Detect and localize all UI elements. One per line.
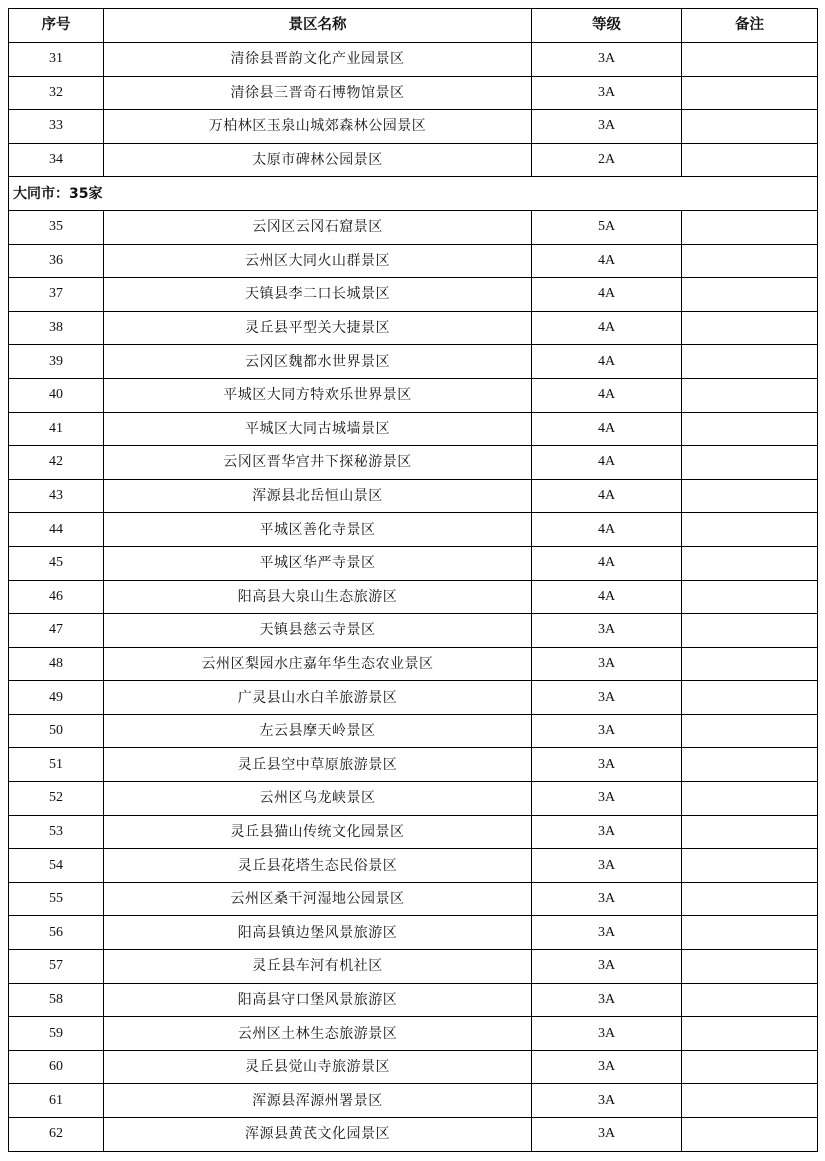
cell-grade: 3A (532, 849, 682, 883)
cell-no: 42 (9, 446, 104, 480)
cell-no: 51 (9, 748, 104, 782)
cell-name: 浑源县黄芪文化园景区 (104, 1118, 532, 1152)
cell-no: 48 (9, 647, 104, 681)
cell-no: 60 (9, 1050, 104, 1084)
cell-grade: 3A (532, 782, 682, 816)
table-row (9, 244, 818, 278)
cell-grade: 4A (532, 311, 682, 345)
cell-no: 31 (9, 43, 104, 77)
cell-grade: 3A (532, 815, 682, 849)
cell-name: 平城区华严寺景区 (104, 546, 532, 580)
cell-grade: 3A (532, 1050, 682, 1084)
cell-note (682, 345, 818, 379)
cell-note (682, 950, 818, 984)
cell-name: 云州区土林生态旅游景区 (104, 1017, 532, 1051)
cell-note (682, 580, 818, 614)
cell-no: 57 (9, 950, 104, 984)
table-row (9, 210, 818, 244)
table-body-bottom (9, 210, 818, 1151)
header-name: 景区名称 (104, 9, 532, 43)
cell-name: 浑源县浑源州署景区 (104, 1084, 532, 1118)
cell-name: 云冈区魏都水世界景区 (104, 345, 532, 379)
cell-grade: 4A (532, 446, 682, 480)
cell-grade: 4A (532, 278, 682, 312)
table-row (9, 546, 818, 580)
table-row (9, 916, 818, 950)
cell-name: 云州区梨园水庄嘉年华生态农业景区 (104, 647, 532, 681)
group-label: 大同市：35家 (9, 177, 818, 211)
table-body-top (9, 43, 818, 177)
table-row (9, 1017, 818, 1051)
cell-grade: 3A (532, 1118, 682, 1152)
cell-no: 37 (9, 278, 104, 312)
cell-note (682, 714, 818, 748)
cell-name: 阳高县大泉山生态旅游区 (104, 580, 532, 614)
cell-name: 平城区大同方特欢乐世界景区 (104, 378, 532, 412)
cell-name: 云州区大同火山群景区 (104, 244, 532, 278)
cell-grade: 3A (532, 76, 682, 110)
cell-note (682, 614, 818, 648)
cell-name: 平城区大同古城墙景区 (104, 412, 532, 446)
cell-note (682, 748, 818, 782)
cell-grade: 4A (532, 345, 682, 379)
cell-name: 灵丘县车河有机社区 (104, 950, 532, 984)
table-row (9, 345, 818, 379)
table-row (9, 580, 818, 614)
cell-name: 云冈区云冈石窟景区 (104, 210, 532, 244)
table-row (9, 1084, 818, 1118)
cell-name: 灵丘县空中草原旅游景区 (104, 748, 532, 782)
cell-no: 47 (9, 614, 104, 648)
cell-grade: 3A (532, 614, 682, 648)
cell-grade: 3A (532, 748, 682, 782)
cell-grade: 4A (532, 479, 682, 513)
cell-name: 清徐县晋韵文化产业园景区 (104, 43, 532, 77)
header-grade: 等级 (532, 9, 682, 43)
table-row (9, 1050, 818, 1084)
table-row (9, 76, 818, 110)
cell-note (682, 882, 818, 916)
table-row (9, 513, 818, 547)
cell-name: 平城区善化寺景区 (104, 513, 532, 547)
cell-no: 61 (9, 1084, 104, 1118)
cell-no: 52 (9, 782, 104, 816)
table-row (9, 1118, 818, 1152)
cell-grade: 3A (532, 916, 682, 950)
cell-grade: 4A (532, 546, 682, 580)
cell-no: 45 (9, 546, 104, 580)
table-row (9, 882, 818, 916)
table-row (9, 950, 818, 984)
cell-grade: 3A (532, 110, 682, 144)
cell-no: 54 (9, 849, 104, 883)
cell-name: 万柏林区玉泉山城郊森林公园景区 (104, 110, 532, 144)
cell-grade: 2A (532, 143, 682, 177)
cell-grade: 3A (532, 647, 682, 681)
cell-name: 灵丘县觉山寺旅游景区 (104, 1050, 532, 1084)
table-row (9, 681, 818, 715)
cell-name: 灵丘县花塔生态民俗景区 (104, 849, 532, 883)
table-row (9, 614, 818, 648)
cell-no: 46 (9, 580, 104, 614)
cell-grade: 4A (532, 513, 682, 547)
cell-note (682, 143, 818, 177)
cell-grade: 5A (532, 210, 682, 244)
cell-grade: 3A (532, 714, 682, 748)
cell-grade: 3A (532, 43, 682, 77)
cell-grade: 4A (532, 580, 682, 614)
cell-note (682, 1017, 818, 1051)
group-section (9, 177, 818, 211)
header-no: 序号 (9, 9, 104, 43)
cell-no: 49 (9, 681, 104, 715)
cell-name: 云州区乌龙峡景区 (104, 782, 532, 816)
cell-no: 40 (9, 378, 104, 412)
cell-note (682, 513, 818, 547)
cell-grade: 3A (532, 1017, 682, 1051)
table-row (9, 278, 818, 312)
cell-note (682, 782, 818, 816)
cell-name: 灵丘县平型关大捷景区 (104, 311, 532, 345)
cell-no: 39 (9, 345, 104, 379)
cell-no: 41 (9, 412, 104, 446)
cell-no: 59 (9, 1017, 104, 1051)
cell-no: 44 (9, 513, 104, 547)
cell-name: 左云县摩天岭景区 (104, 714, 532, 748)
table-row (9, 849, 818, 883)
cell-name: 灵丘县猫山传统文化园景区 (104, 815, 532, 849)
cell-grade: 3A (532, 681, 682, 715)
table-row (9, 446, 818, 480)
table-row (9, 378, 818, 412)
table-row (9, 983, 818, 1017)
cell-no: 35 (9, 210, 104, 244)
cell-name: 天镇县慈云寺景区 (104, 614, 532, 648)
cell-no: 55 (9, 882, 104, 916)
cell-no: 62 (9, 1118, 104, 1152)
table-row (9, 714, 818, 748)
cell-note (682, 1050, 818, 1084)
cell-no: 34 (9, 143, 104, 177)
cell-note (682, 815, 818, 849)
table-row (9, 43, 818, 77)
cell-no: 43 (9, 479, 104, 513)
table-row (9, 412, 818, 446)
cell-grade: 3A (532, 1084, 682, 1118)
cell-note (682, 647, 818, 681)
cell-name: 云州区桑干河湿地公园景区 (104, 882, 532, 916)
cell-grade: 4A (532, 244, 682, 278)
header-note: 备注 (682, 9, 818, 43)
cell-note (682, 681, 818, 715)
cell-name: 太原市碑林公园景区 (104, 143, 532, 177)
cell-note (682, 311, 818, 345)
cell-note (682, 849, 818, 883)
cell-note (682, 412, 818, 446)
cell-grade: 4A (532, 412, 682, 446)
cell-no: 50 (9, 714, 104, 748)
cell-no: 36 (9, 244, 104, 278)
cell-no: 58 (9, 983, 104, 1017)
table-row (9, 479, 818, 513)
table-row (9, 647, 818, 681)
cell-note (682, 244, 818, 278)
group-row (9, 177, 818, 211)
table-row (9, 143, 818, 177)
cell-grade: 4A (532, 378, 682, 412)
cell-note (682, 1118, 818, 1152)
cell-note (682, 983, 818, 1017)
scenic-spot-table (8, 8, 818, 1152)
cell-name: 阳高县守口堡风景旅游区 (104, 983, 532, 1017)
cell-note (682, 278, 818, 312)
cell-grade: 3A (532, 882, 682, 916)
table-row (9, 110, 818, 144)
cell-no: 56 (9, 916, 104, 950)
table-row (9, 748, 818, 782)
cell-note (682, 916, 818, 950)
cell-name: 云冈区晋华宫井下探秘游景区 (104, 446, 532, 480)
cell-no: 53 (9, 815, 104, 849)
cell-grade: 3A (532, 983, 682, 1017)
cell-name: 阳高县镇边堡风景旅游区 (104, 916, 532, 950)
cell-name: 浑源县北岳恒山景区 (104, 479, 532, 513)
cell-name: 清徐县三晋奇石博物馆景区 (104, 76, 532, 110)
cell-no: 38 (9, 311, 104, 345)
cell-note (682, 110, 818, 144)
cell-note (682, 479, 818, 513)
cell-note (682, 43, 818, 77)
cell-note (682, 446, 818, 480)
cell-note (682, 76, 818, 110)
cell-note (682, 210, 818, 244)
table-row (9, 815, 818, 849)
cell-grade: 3A (532, 950, 682, 984)
table-row (9, 311, 818, 345)
cell-name: 广灵县山水白羊旅游景区 (104, 681, 532, 715)
table-header-row (9, 9, 818, 43)
cell-note (682, 1084, 818, 1118)
cell-no: 32 (9, 76, 104, 110)
cell-name: 天镇县李二口长城景区 (104, 278, 532, 312)
table-row (9, 782, 818, 816)
cell-note (682, 546, 818, 580)
cell-no: 33 (9, 110, 104, 144)
cell-note (682, 378, 818, 412)
